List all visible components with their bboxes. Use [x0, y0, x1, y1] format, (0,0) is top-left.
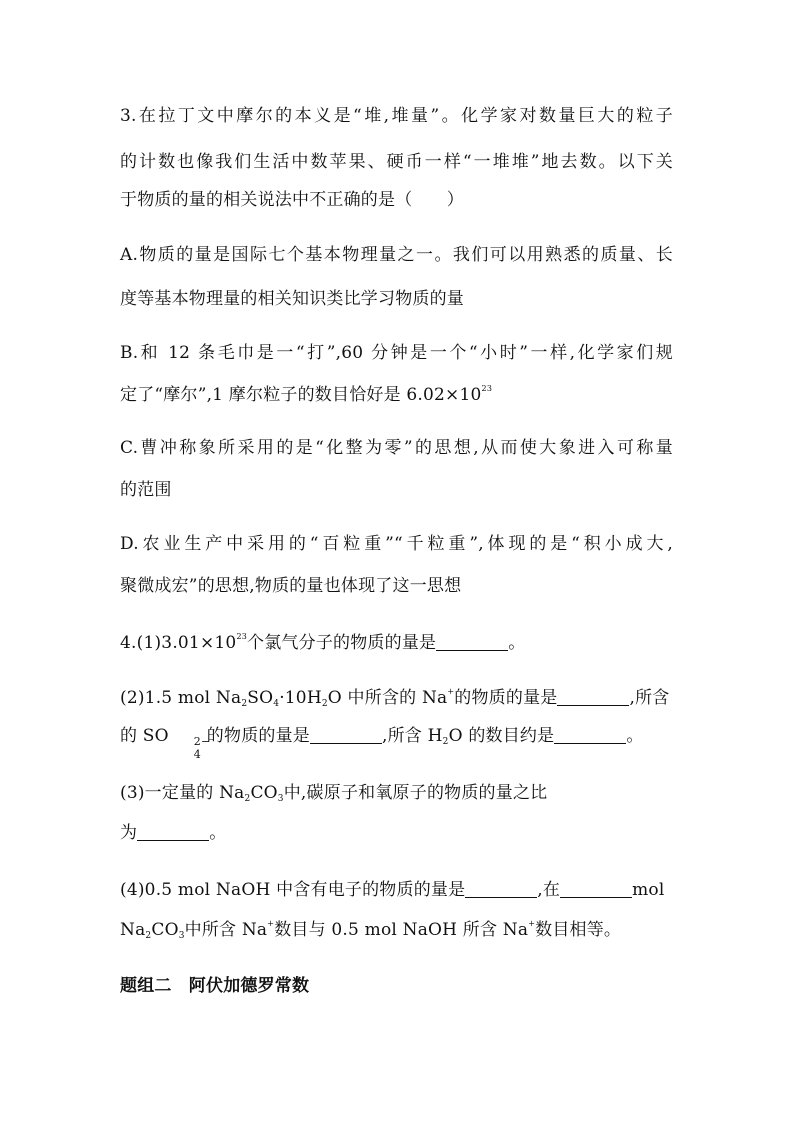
- subscript: 2: [241, 699, 248, 709]
- subscript: 4: [273, 699, 280, 709]
- q4-part-4-line-1: [120, 878, 665, 902]
- q3-option-d-line-1: D.农业生产中采用的“百粒重”“千粒重”,体现的是“积小成大,: [120, 534, 673, 554]
- text: mol: [632, 880, 665, 900]
- text: 为: [120, 823, 138, 843]
- exponent: 23: [236, 632, 248, 641]
- q3-stem-line-2: 的计数也像我们生活中数苹果、硬币一样“一堆堆”地去数。以下关: [120, 152, 673, 172]
- q3-option-a-line-1: A.物质的量是国际七个基本物理量之一。我们可以用熟悉的质量、长: [120, 245, 673, 265]
- q4-part-2-line-1: [120, 686, 669, 710]
- text: 4.(1)3.01×10: [120, 633, 237, 653]
- answer-blank[interactable]: [137, 823, 209, 841]
- text: 中,碳原子和氧原子的物质的量之比: [283, 783, 548, 803]
- answer-blank[interactable]: [560, 880, 632, 898]
- superscript: +: [447, 687, 455, 696]
- q4-part-4-line-2: [120, 918, 621, 942]
- text: (4)0.5 mol NaOH 中含有电子的物质的量是: [120, 880, 466, 900]
- q3-option-d-line-2: 聚微成宏”的思想,物质的量也体现了这一思想: [120, 576, 462, 596]
- q3-option-b-line-2: [120, 383, 492, 407]
- text: 中所含 Na: [184, 920, 268, 940]
- ion-charge: 2−: [193, 735, 211, 748]
- q3-stem-line-1: 3.在拉丁文中摩尔的本义是“堆,堆量”。化学家对数量巨大的粒子: [120, 106, 673, 126]
- subscript: 2: [442, 737, 449, 747]
- text: ,所含 H: [382, 726, 443, 746]
- text: 。: [626, 726, 644, 746]
- q3-stem-line-3: 于物质的量的相关说法中不正确的是（ ）: [120, 190, 464, 210]
- text: CO: [151, 920, 179, 940]
- subscript: 2: [145, 931, 152, 941]
- section-heading: 题组二 阿伏加德罗常数: [120, 976, 310, 996]
- answer-blank[interactable]: [554, 726, 626, 744]
- q4-part-3-line-1: [120, 781, 547, 805]
- q3-option-c-line-1: C.曹冲称象所采用的是“化整为零”的思想,从而使大象进入可称量: [120, 438, 673, 458]
- text: 。: [209, 823, 227, 843]
- text: (3)一定量的 Na: [120, 783, 245, 803]
- subscript: 3: [277, 794, 284, 804]
- text: 的物质的量是: [206, 726, 310, 746]
- text: 个氯气分子的物质的量是: [247, 633, 437, 653]
- text: 。: [508, 633, 526, 653]
- text: 的 SO: [120, 726, 169, 746]
- text: O 中所含的 Na: [327, 688, 448, 708]
- text: SO: [247, 688, 274, 708]
- superscript: +: [528, 919, 536, 928]
- q3-option-b-line-1: B.和 12 条毛巾是一“打”,60 分钟是一个“小时”一样,化学家们规: [120, 343, 673, 363]
- text: ·10H: [279, 688, 322, 708]
- text: 数目相等。: [535, 920, 622, 940]
- text: O 的数目约是: [448, 726, 555, 746]
- superscript: +: [267, 919, 275, 928]
- text: Na: [120, 920, 146, 940]
- answer-blank[interactable]: [310, 726, 382, 744]
- text: ,所含: [629, 688, 670, 708]
- text: (2)1.5 mol Na: [120, 688, 242, 708]
- text: CO: [250, 783, 278, 803]
- text: 的物质的量是: [454, 688, 558, 708]
- q4-part-2-line-2: [120, 724, 644, 761]
- q3-option-a-line-2: 度等基本物理量的相关知识类比学习物质的量: [120, 289, 464, 309]
- subscript: 2: [244, 794, 251, 804]
- q3-option-c-line-2: 的范围: [120, 480, 172, 500]
- answer-blank[interactable]: [557, 688, 629, 706]
- answer-blank[interactable]: [465, 880, 537, 898]
- text: ,在: [537, 880, 561, 900]
- subscript: 4: [193, 748, 201, 761]
- q4-part-3-line-2: [120, 821, 226, 845]
- option-b-text: 定了“摩尔”,1 摩尔粒子的数目恰好是 6.02×10: [120, 385, 482, 405]
- exponent: 23: [481, 384, 493, 393]
- q4-part-1: [120, 631, 525, 655]
- subscript: 3: [178, 931, 185, 941]
- text: 数目与 0.5 mol NaOH 所含 Na: [274, 920, 529, 940]
- answer-blank[interactable]: [436, 633, 508, 651]
- subscript: 2: [321, 699, 328, 709]
